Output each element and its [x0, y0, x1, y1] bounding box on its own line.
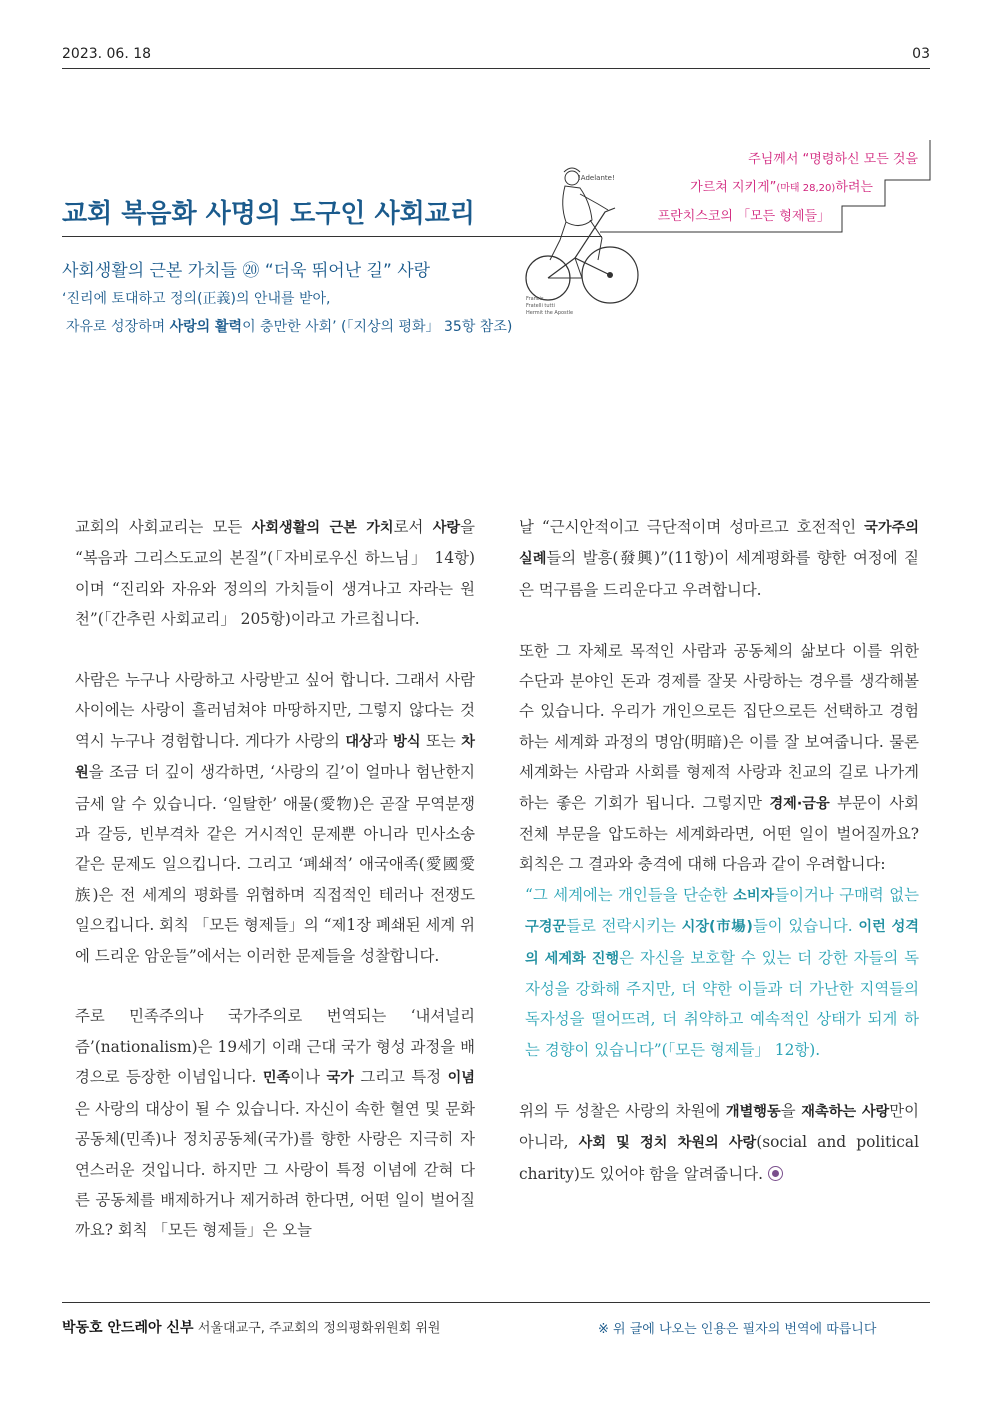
author-role: 서울대교구, 주교회의 정의평화위원회 위원: [197, 1321, 441, 1336]
paragraph: 날 “근시안적이고 극단적이며 성마르고 호전적인 국가주의 실례들의 발흥(發興)”(11항)이 세계평화를 향한 여정에 짙은 먹구름을 드리운다고 우려합니다.: [519, 518, 919, 599]
lead-quote-line-1: ‘진리에 토대하고 정의(正義)의 안내를 받아,: [62, 291, 331, 307]
cyclist-illustration: [520, 150, 650, 315]
emphasis-text: 국가주의 실례: [519, 520, 919, 568]
banner-line-2-a: 가르쳐 지키게”: [690, 180, 777, 195]
illustration-caption-2: Fratelli tutti: [526, 303, 555, 309]
subtitle: 사회생활의 근본 가치들 ⑳ “더욱 뛰어난 길” 사랑: [62, 261, 431, 281]
illustration-caption-1: Francis: [526, 296, 544, 302]
paragraph: 주로 민족주의나 국가주의로 번역되는 ‘내셔널리즘’(nationalism)은 19세기 이래 근대 국가 형성 과정을 배경으로 등장한 이념입니다. 민족이나 국가 그리고 특정 이념은 사랑의 대상이 될 수 있습니다. 자신이 속한 혈연 및 문화 공동체(민족)나 정치공동체(국가)를 향한 사랑은 지극히 자연스러운 것입니다. 하지만 그 사랑이 특정 이념에 갇혀 다른 공동체를 배제하거나 제거하려 한다면, 어떤 일이 벌어질까요? 회칙 「모든 형제들」은 오늘: [75, 1007, 475, 1240]
author-line: [62, 1317, 441, 1337]
banner-line-1: 주님께서 “명령하신 모든 것을: [748, 152, 918, 167]
lead-quote-part-c: 이 충만한 사회’ (「지상의 평화」 35항 참조): [242, 319, 513, 335]
author-name: 박동호 안드레아 신부: [62, 1320, 194, 1336]
lead-quote-line-2: [66, 316, 512, 336]
banner-line-3: 프란치스코의 「모든 형제들」: [657, 209, 830, 224]
emphasis-text: 사랑: [432, 520, 461, 536]
paragraph: [519, 1096, 919, 1189]
emphasis-text: 이념: [447, 1070, 475, 1087]
illustration-caption-top: !Adelante!: [578, 174, 615, 182]
emphasis-text: 사회생활의 근본 가치: [251, 520, 394, 536]
block-quote: “그 세계에는 개인들을 단순한 소비자들이거나 구매력 없는 구경꾼들로 전락시키는 시장(市場)들이 있습니다. 이런 성격의 세계화 진행은 자신을 보호할 수 있는 더 강한 자들의 독자성을 강화해 주지만, 더 약한 이들과 더 가난한 지역들의 독자성을 떨어뜨려, 더 취약하고 예속적인 상태가 되게 하는 경향이 있습니다”(「모든 형제들」 12항).: [525, 885, 919, 1059]
closing-text: 위의 두 성찰은 사랑의 차원에 개별행동을 재촉하는 사랑만이 아니라, 사회 및 정치 차원의 사랑(social and political charity)도 있어야 함을 알려줍니다.: [519, 1101, 920, 1183]
emphasis-text: 개별행동: [725, 1103, 781, 1120]
banner-line-2-ref: (마태 28,20): [776, 183, 836, 194]
emphasis-text: 민족: [262, 1070, 291, 1087]
body-column-right: [519, 512, 919, 1219]
emphasis-text: 국가: [326, 1070, 354, 1087]
emphasis-text: 사회 및 정치 차원의 사랑: [578, 1135, 757, 1152]
body-column-left: [75, 512, 475, 1276]
lead-quote-emphasis: 사랑의 활력: [169, 319, 243, 335]
translation-note: ※ 위 글에 나오는 인용은 필자의 번역에 따릅니다: [598, 1322, 877, 1337]
paragraph: 교회의 사회교리는 모든 사회생활의 근본 가치로서 사랑을 “복음과 그리스도교의 본질”(「자비로우신 하느님」 14항)이며 “진리와 자유와 정의의 가치들이 생겨나고 자라는 원천”(「간추린 사회교리」 205항)이라고 가르칩니다.: [75, 518, 475, 629]
banner-line-2: [690, 176, 873, 195]
page-number: 03: [912, 46, 930, 62]
emphasis-text: 대상: [345, 733, 373, 750]
emphasis-text: 이런 성격의 세계화 진행: [525, 919, 919, 967]
paragraph: 또한 그 자체로 목적인 사람과 공동체의 삶보다 이를 위한 수단과 분야인 돈과 경제를 잘못 사랑하는 경우를 생각해볼 수 있습니다. 우리가 개인으로든 집단으로든 선택하고 경험하는 세계화 과정의 명암(明暗)은 이를 잘 보여줍니다. 물론 세계화는 사람과 사회를 형제적 사랑과 친교의 길로 나가게 하는 좋은 기회가 됩니다. 그렇지만 경제·금융 부문이 사회 전체 부문을 압도하는 세계화라면, 어떤 일이 벌어질까요? 회칙은 그 결과와 충격에 대해 다음과 같이 우려합니다:: [519, 641, 919, 874]
emphasis-text: 경제·금융: [769, 795, 830, 812]
emphasis-text: 시장(市場): [681, 919, 753, 936]
emphasis-text: 차원: [75, 733, 475, 782]
page-title: 교회 복음화 사명의 도구인 사회교리: [62, 199, 475, 229]
paragraph: 사람은 누구나 사랑하고 사랑받고 싶어 합니다. 그래서 사람 사이에는 사랑이 흘러넘쳐야 마땅하지만, 그렇지 않다는 것 역시 누구나 경험합니다. 게다가 사랑의 대상과 방식 또는 차원을 조금 더 깊이 생각하면, ‘사랑의 길’이 얼마나 험난한지 금세 알 수 있습니다. ‘일탈한’ 애물(愛物)은 곧잘 무역분쟁과 갈등, 빈부격차 같은 거시적인 문제뿐 아니라 민사소송 같은 문제도 일으킵니다. 그리고 ‘폐쇄적’ 애국애족(愛國愛族)은 전 세계의 평화를 위협하며 직접적인 테러나 전쟁도 일으킵니다. 회칙 「모든 형제들」의 “제1장 폐쇄된 세계 위에 드리운 암운들”에서는 이러한 문제들을 성찰합니다.: [75, 671, 475, 965]
emphasis-text: 재촉하는 사랑: [801, 1103, 890, 1120]
emphasis-text: 구경꾼: [525, 919, 567, 936]
emphasis-text: 소비자: [733, 887, 775, 904]
header-rule: [62, 68, 930, 69]
illustration-caption-3: Hermit the Apostle: [526, 310, 574, 315]
issue-date: 2023. 06. 18: [62, 46, 152, 62]
banner-line-2-b: 하려는: [835, 180, 873, 195]
emphasis-text: 방식: [393, 733, 421, 750]
end-mark-icon: [768, 1166, 783, 1181]
footer-rule: [62, 1302, 930, 1303]
lead-quote-part-a: 자유로 성장하며: [66, 319, 170, 335]
